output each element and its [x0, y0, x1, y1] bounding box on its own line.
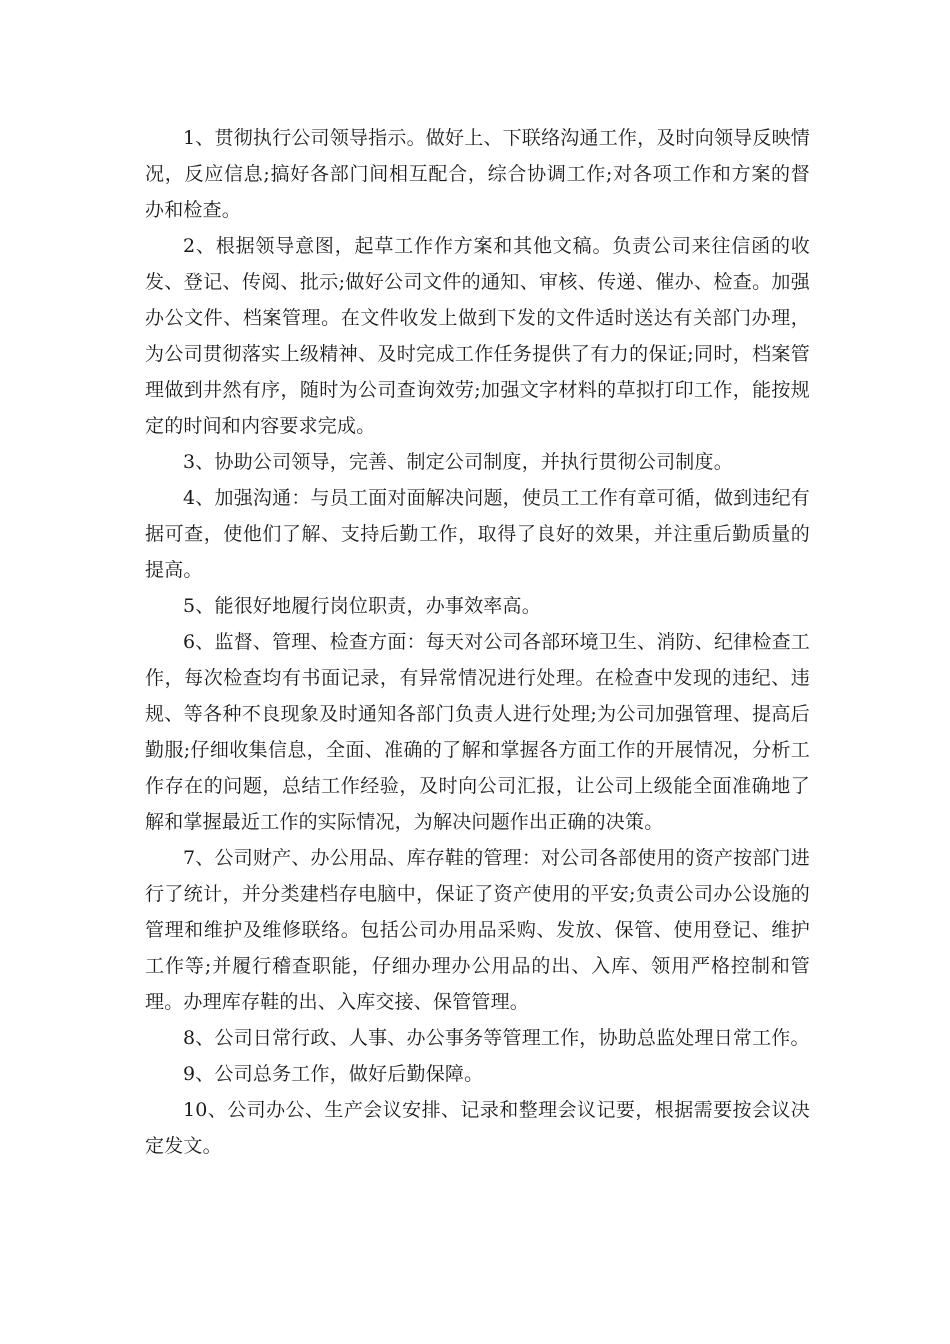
paragraph-1: 1、贯彻执行公司领导指示。做好上、下联络沟通工作，及时向领导反映情况，反应信息;搞好各部门间相互配合，综合协调工作;对各项工作和方案的督办和检查。 [145, 127, 810, 221]
paragraph-10: 10、公司办公、生产会议安排、记录和整理会议记要，根据需要按会议决定发文。 [145, 1099, 810, 1157]
paragraph-9: 9、公司总务工作，做好后勤保障。 [183, 1063, 484, 1085]
paragraph-6: 6、监督、管理、检查方面：每天对公司各部环境卫生、消防、纪律检查工作，每次检查均有书面记录，有异常情况进行处理。在检查中发现的违纪、违规、等各种不良现象及时通知各部门负责人进行处理;为公司加强管理、提高后勤服;仔细收集信息，全面、准确的了解和掌握各方面工作的开展情况，分析工作存在的问题，总结工作经验，及时向公司汇报，让公司上级能全面准确地了解和掌握最近工作的实际情况，为解决问题作出正确的决策。 [145, 631, 810, 833]
document-body [145, 120, 810, 1164]
paragraph-5: 5、能很好地履行岗位职责，办事效率高。 [183, 595, 541, 617]
paragraph-4: 4、加强沟通：与员工面对面解决问题，使员工工作有章可循，做到违纪有据可查，使他们了解、支持后勤工作，取得了良好的效果，并注重后勤质量的提高。 [145, 487, 810, 581]
paragraph-2: 2、根据领导意图，起草工作作方案和其他文稿。负责公司来往信函的收发、登记、传阅、批示;做好公司文件的通知、审核、传递、催办、检查。加强办公文件、档案管理。在文件收发上做到下发的文件适时送达有关部门办理，为公司贯彻落实上级精神、及时完成工作任务提供了有力的保证;同时，档案管理做到井然有序，随时为公司查询效劳;加强文字材料的草拟打印工作，能按规定的时间和内容要求完成。 [145, 235, 810, 437]
paragraph-3: 3、协助公司领导，完善、制定公司制度，并执行贯彻公司制度。 [183, 451, 733, 473]
paragraph-7: 7、公司财产、办公用品、库存鞋的管理：对公司各部使用的资产按部门进行了统计，并分类建档存电脑中，保证了资产使用的平安;负责公司办公设施的管理和维护及维修联络。包括公司办用品采购、发放、保管、使用登记、维护工作等;并履行稽查职能，仔细办理办公用品的出、入库、领用严格控制和管理。办理库存鞋的出、入库交接、保管管理。 [145, 847, 810, 1013]
paragraph-8: 8、公司日常行政、人事、办公事务等管理工作，协助总监处理日常工作。 [183, 1027, 810, 1049]
